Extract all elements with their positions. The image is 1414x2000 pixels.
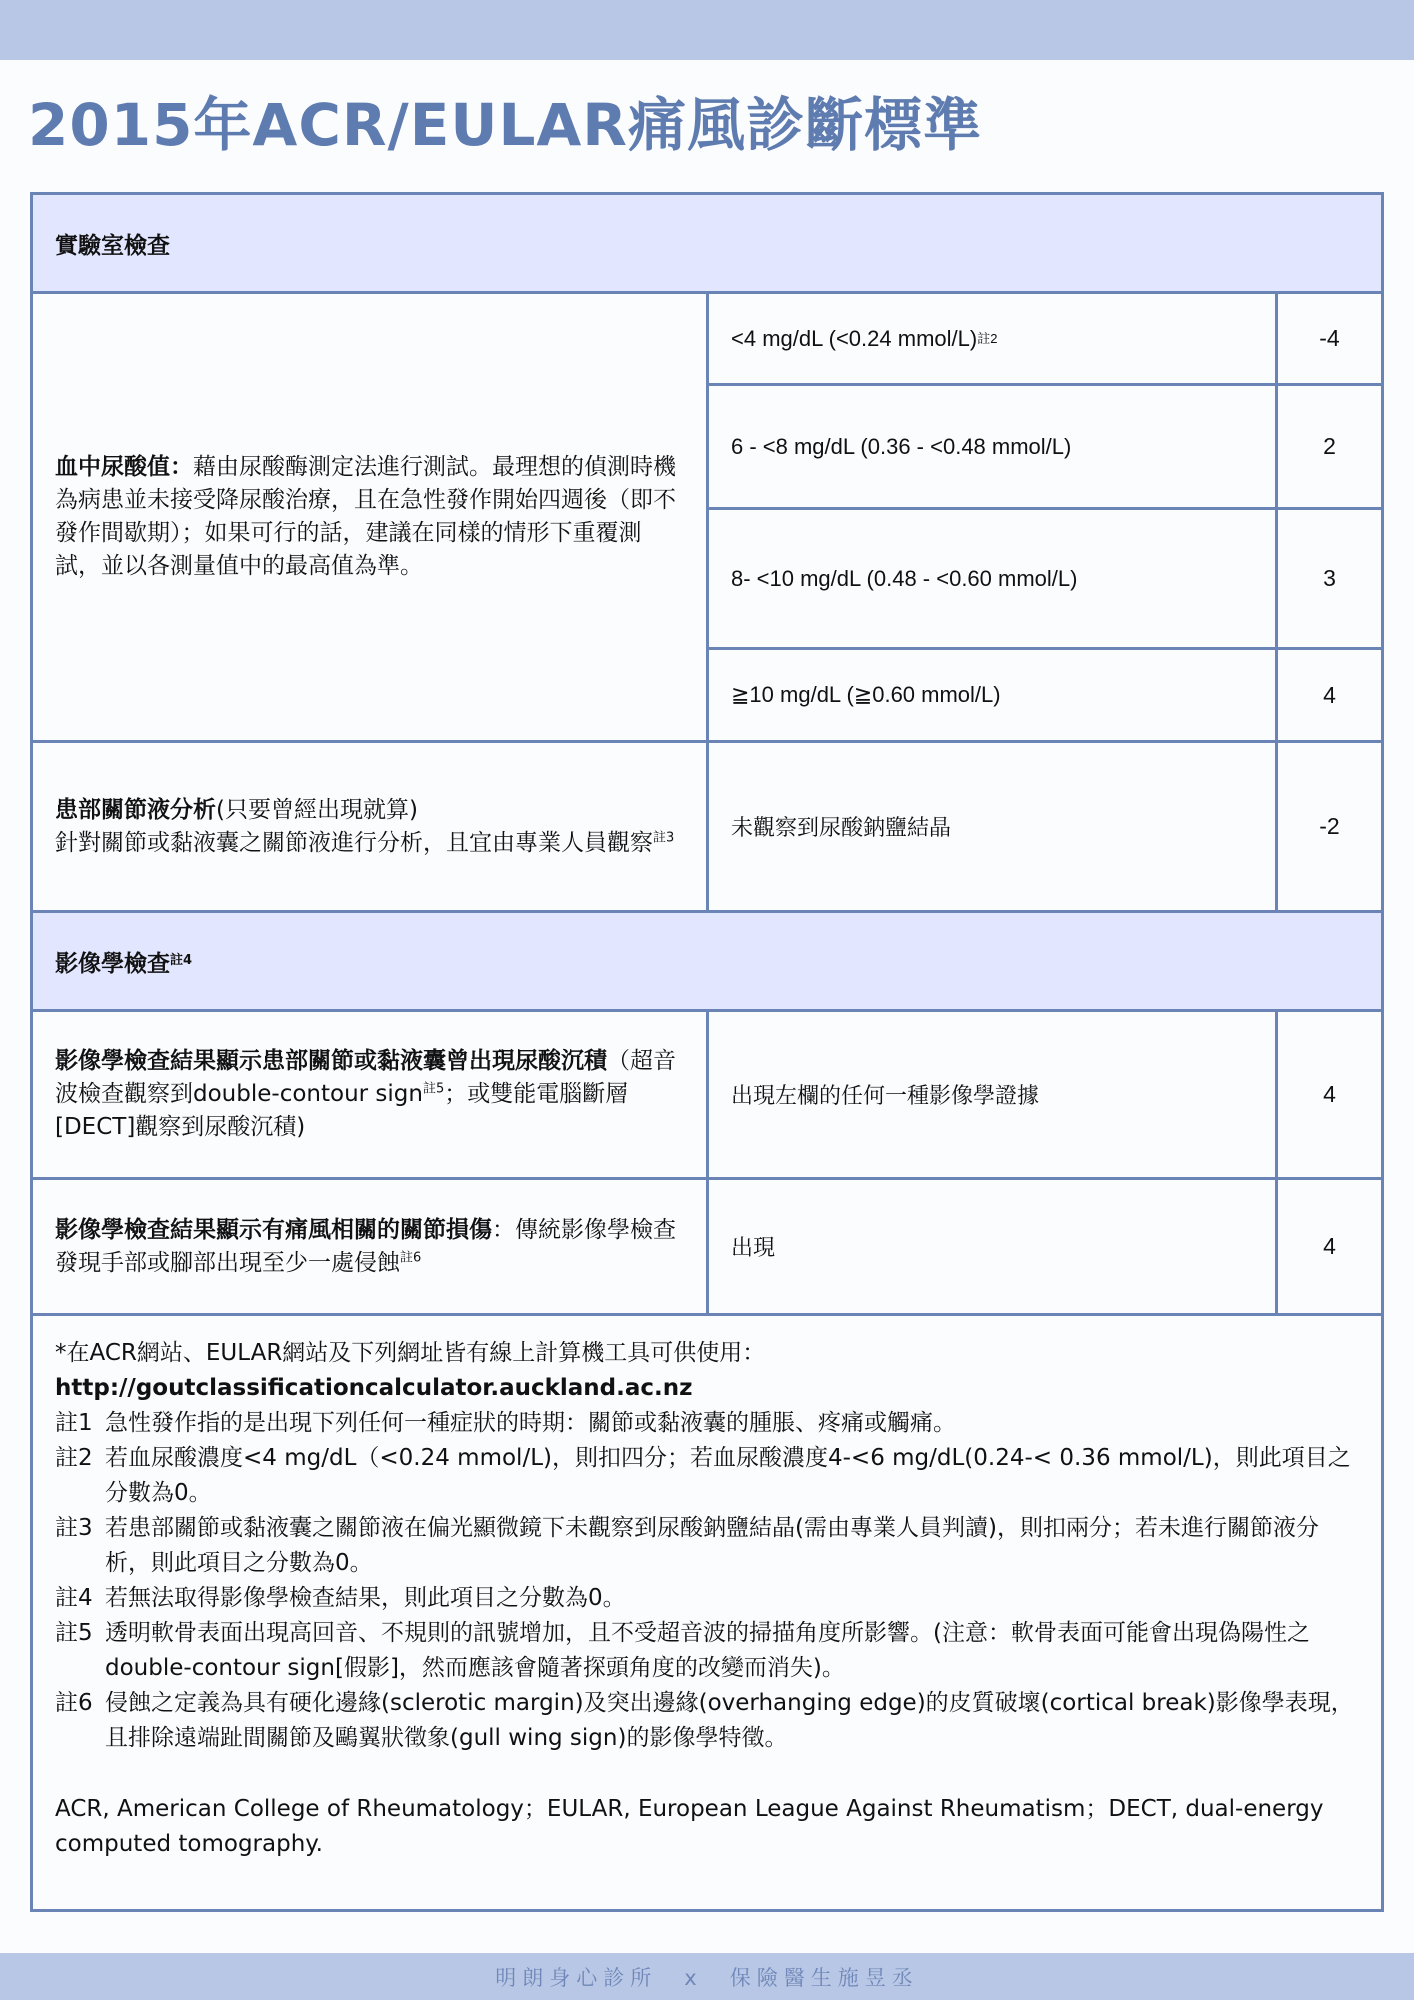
imaging-urate-score: 4 <box>1275 1009 1384 1180</box>
note-item <box>55 1441 1359 1511</box>
uric-acid-score: -4 <box>1275 291 1384 386</box>
footer-band <box>0 1953 1414 2000</box>
imaging-urate-description <box>30 1009 709 1180</box>
notes-intro: *在ACR網站、EULAR網站及下列網址皆有線上計算機工具可供使用： <box>55 1340 766 1366</box>
note-tag: 註5 <box>55 1620 93 1646</box>
imaging-damage-value: 出現 <box>706 1177 1278 1316</box>
uric-acid-value: 8- <10 mg/dL (0.48 - <0.60 mmol/L) <box>731 565 1078 591</box>
imaging-urate-value: 出現左欄的任何一種影像學證據 <box>706 1009 1278 1180</box>
uric-acid-value: 6 - <8 mg/dL (0.36 - <0.48 mmol/L) <box>731 433 1072 459</box>
note-tag: 註4 <box>55 1585 93 1611</box>
note-tag: 註3 <box>55 1515 93 1541</box>
note-text: 若無法取得影像學檢查結果，則此項目之分數為0。 <box>105 1585 626 1611</box>
uric-acid-score: 2 <box>1275 383 1384 510</box>
imaging-urate-text-b: ；或雙能電腦斷層[DECT]觀察到尿酸沉積) <box>55 1081 629 1140</box>
note-text: 透明軟骨表面出現高回音、不規則的訊號增加，且不受超音波的掃描角度所影響。(注意：軟骨表面可能會出現偽陽性之double-contour sign[假影]，然而應該會隨著探頭角度的改變而消失)。 <box>105 1620 1310 1681</box>
imaging-urate-text-a: （超音波檢查觀察到double-contour sign <box>55 1048 676 1107</box>
note-text: 若患部關節或黏液囊之關節液在偏光顯微鏡下未觀察到尿酸鈉鹽結晶(需由專業人員判讀)，則扣兩分；若未進行關節液分析，則此項目之分數為0。 <box>105 1515 1319 1576</box>
uric-acid-value-row <box>706 383 1278 510</box>
synovial-score: -2 <box>1275 740 1384 913</box>
note-tag: 註6 <box>55 1690 93 1716</box>
uric-acid-text: 藉由尿酸酶測定法進行測試。最理想的偵測時機為病患並未接受降尿酸治療，且在急性發作開始四週後（即不發作間歇期）；如果可行的話，建議在同樣的情形下重覆測試，並以各測量值中的最高值為準。 <box>55 454 676 579</box>
uric-acid-value-row <box>706 507 1278 650</box>
uric-acid-description <box>30 291 709 743</box>
section-header-lab: 實驗室檢查 <box>30 192 1384 294</box>
synovial-fluid-description <box>30 740 709 913</box>
note-item <box>55 1406 1359 1441</box>
synovial-title-suffix: (只要曾經出現就算) <box>216 796 418 823</box>
page-title: 2015年ACR/EULAR痛風診斷標準 <box>28 91 982 159</box>
note-item <box>55 1616 1359 1686</box>
uric-acid-value: ≧10 mg/dL (≧0.60 mmol/L) <box>731 682 1001 707</box>
uric-acid-score: 4 <box>1275 647 1384 743</box>
uric-acid-value-row: <4 mg/dL (<0.24 mmol/L) 註2 <box>706 291 1278 386</box>
abbreviations: ACR, American College of Rheumatology；EULAR, European League Against Rheumatism；DECT, dual-energy computed tomography. <box>55 1796 1324 1857</box>
uric-acid-value-row <box>706 647 1278 743</box>
note-ref: 註5 <box>422 1081 445 1097</box>
criteria-table <box>30 192 1384 1912</box>
note-item <box>55 1581 1359 1616</box>
section-label: 影像學檢查 <box>55 950 170 977</box>
synovial-text: 針對關節或黏液囊之關節液進行分析，且宜由專業人員觀察 <box>55 829 653 856</box>
uric-acid-value: <4 mg/dL (<0.24 mmol/L) <box>731 325 978 351</box>
uric-acid-title: 血中尿酸值： <box>55 454 193 480</box>
note-tag: 註1 <box>55 1410 93 1436</box>
note-item <box>55 1511 1359 1581</box>
note-text: 若血尿酸濃度<4 mg/dL（<0.24 mmol/L)，則扣四分；若血尿酸濃度4-<6 mg/dL(0.24-< 0.36 mmol/L)，則此項目之分數為0。 <box>105 1445 1351 1506</box>
note-ref: 註3 <box>653 829 675 845</box>
note-tag: 註2 <box>55 1445 93 1471</box>
calculator-link[interactable]: http://goutclassificationcalculator.auckland.ac.nz <box>55 1375 693 1401</box>
note-item <box>55 1686 1359 1756</box>
imaging-urate-title: 影像學檢查結果顯示患部關節或黏液囊曾出現尿酸沉積 <box>55 1048 607 1074</box>
uric-acid-score: 3 <box>1275 507 1384 650</box>
notes-section <box>30 1313 1384 1912</box>
footer-credit: 明朗身心診所 x 保險醫生施昱丞 <box>495 1965 919 1990</box>
imaging-damage-text: ：傳統影像學檢查發現手部或腳部出現至少一處侵蝕 <box>55 1216 676 1276</box>
imaging-damage-title: 影像學檢查結果顯示有痛風相關的關節損傷 <box>55 1216 492 1243</box>
note-text: 侵蝕之定義為具有硬化邊緣(sclerotic margin)及突出邊緣(overhanging edge)的皮質破壞(cortical break)影像學表現，且排除遠端趾間關節及鷗翼狀徵象(gull wing sign)的影像學特徵。 <box>105 1690 1354 1751</box>
imaging-damage-description <box>30 1177 709 1316</box>
note-ref: 註6 <box>400 1249 422 1265</box>
note-text: 急性發作指的是出現下列任何一種症狀的時期：關節或黏液囊的腫脹、疼痛或觸痛。 <box>105 1410 956 1436</box>
section-header-imaging: 影像學檢查 註4 <box>30 910 1384 1012</box>
top-band <box>0 0 1414 60</box>
synovial-title: 患部關節液分析 <box>55 796 216 823</box>
imaging-damage-score: 4 <box>1275 1177 1384 1316</box>
synovial-value: 未觀察到尿酸鈉鹽結晶 <box>706 740 1278 913</box>
